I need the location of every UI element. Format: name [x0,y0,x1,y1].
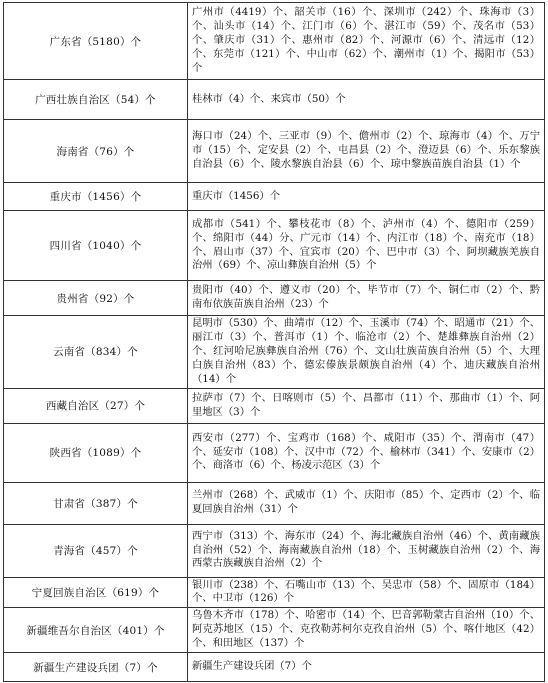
cities-cell: 成都市（541）个、攀枝花市（8）个、泸州市（4）个、德阳市（259）个、绵阳市（44）分、广元市（14）个、内江市（18）个、南充市（18）个、眉山市（37）个、宜宾市（20）个、巴中市（3）个、阿坝藏族羌族自治州（69）个、凉山彝族自治州（5）个 [188,211,545,281]
province-cell: 西藏自治区（27）个 [4,388,188,423]
province-cell: 青海省（457）个 [4,524,188,577]
cities-cell: 银川市（238）个、石嘴山市（13）个、吴忠市（58）个、固原市（184）个、中卫市（126）个 [188,577,545,608]
table-row [4,388,545,423]
cities-cell: 桂林市（4）个、来宾市（50）个 [188,80,545,120]
table-row [4,120,545,183]
province-cell: 四川省（1040）个 [4,211,188,281]
table-row [4,653,545,682]
cities-cell: 海口市（24）个、三亚市（9）个、儋州市（2）个、琼海市（4）个、万宁市（15）个、定安县（2）个、屯昌县（2）个、澄迈县（6）个、乐东黎族自治县（6）个、陵水黎族自治县（6）个、琼中黎族苗族自治县（1）个 [188,120,545,183]
cities-cell: 兰州市（268）个、武威市（1）个、庆阳市（85）个、定西市（2）个、临夏回族自治州（31）个 [188,482,545,524]
province-cell: 广西壮族自治区（54）个 [4,80,188,120]
table-row [4,80,545,120]
province-cell: 海南省（76）个 [4,120,188,183]
province-cell: 广东省（5180）个 [4,3,188,80]
province-city-table [3,2,545,682]
cities-cell: 西宁市（313）个、海东市（24）个、海北藏族自治州（46）个、黄南藏族自治州（52）个、海南藏族自治州（18）个、玉树藏族自治州（2）个、海西蒙古族藏族自治州（2）个 [188,524,545,577]
cities-cell: 昆明市（530）个、曲靖市（12）个、玉溪市（74）个、昭通市（21）个、丽江市（3）个、普洱市（1）个、临沧市（2）个、楚雄彝族自治州（2）个、红河哈尼族彝族自治州（76）个、文山壮族苗族自治州（5）个、大理白族自治州（83）个、德宏傣族景颇族自治州（4）个、迪庆藏族自治州（14）个 [188,316,545,389]
cities-cell: 新疆生产建设兵团（7）个 [188,653,545,682]
province-cell: 重庆市（1456）个 [4,183,188,211]
province-cell: 新疆维吾尔自治区（401）个 [4,608,188,653]
table-row [4,281,545,316]
table-row [4,524,545,577]
table-row [4,3,545,80]
cities-cell: 重庆市（1456）个 [188,183,545,211]
table-row [4,482,545,524]
province-cell: 宁夏回族自治区（619）个 [4,577,188,608]
table-row [4,211,545,281]
table-row [4,183,545,211]
table-row [4,577,545,608]
cities-cell: 贵阳市（40）个、遵义市（20）个、毕节市（7）个、铜仁市（2）个、黔南布依族苗族自治州（23）个 [188,281,545,316]
cities-cell: 乌鲁木齐市（178）个、哈密市（14）个、巴音郭勒蒙古自治州（10）个、阿克苏地区（15）个、克孜勒苏柯尔克孜自治州（5）个、喀什地区（42）个、和田地区（137）个 [188,608,545,653]
province-cell: 甘肃省（387）个 [4,482,188,524]
table-row [4,423,545,482]
cities-cell: 广州市（4419）个、韶关市（16）个、深圳市（242）个、珠海市（3）个、汕头市（14）个、江门市（6）个、湛江市（59）个、茂名市（53）个、肇庆市（31）个、惠州市（82）个、河源市（6）个、清远市（12）个、东莞市（121）个、中山市（62）个、潮州市（1）个、揭阳市（53）个 [188,3,545,80]
cities-cell: 西安市（277）个、宝鸡市（168）个、咸阳市（35）个、渭南市（47）个、延安市（108）个、汉中市（72）个、榆林市（341）个、安康市（2）个、商洛市（6）个、杨凌示范区（3）个 [188,423,545,482]
province-cell: 新疆生产建设兵团（7）个 [4,653,188,682]
province-cell: 陕西省（1089）个 [4,423,188,482]
table-row [4,608,545,653]
table-row [4,316,545,389]
province-cell: 云南省（834）个 [4,316,188,389]
cities-cell: 拉萨市（7）个、日喀则市（5）个、昌都市（11）个、那曲市（1）个、阿里地区（3）个 [188,388,545,423]
province-cell: 贵州省（92）个 [4,281,188,316]
